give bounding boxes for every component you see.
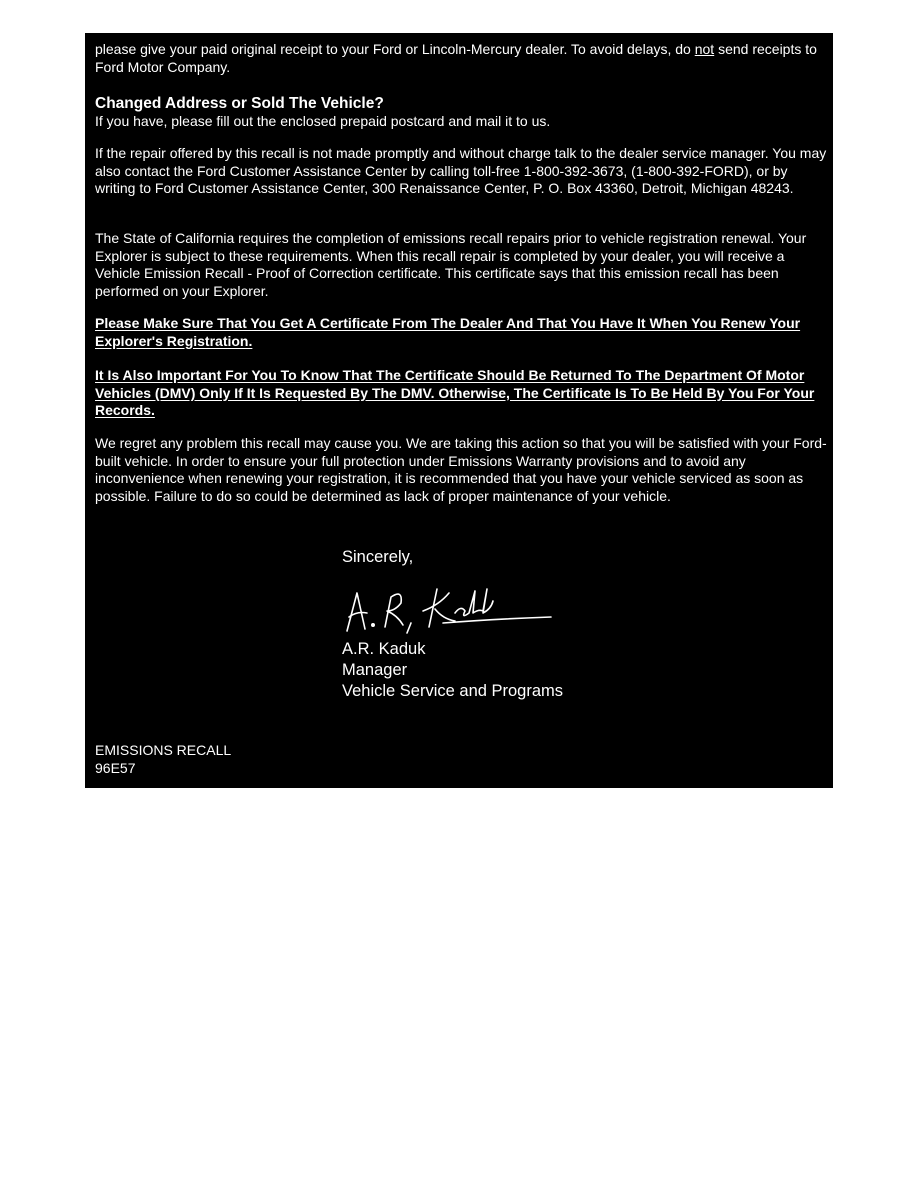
receipt-paragraph xyxy=(95,41,830,76)
signer-title: Manager xyxy=(342,661,408,679)
signer-name: A.R. Kaduk xyxy=(342,640,426,658)
closing: Sincerely, xyxy=(342,548,414,566)
recall-footer xyxy=(95,742,231,777)
dmv-notice: It Is Also Important For You To Know That The Certificate Should Be Returned To The Department Of Motor Vehicles (DMV) Only If It Is Requested By The DMV. Otherwise, The Certificate Is To Be Held By You For Your Records. xyxy=(95,367,815,418)
recall-code: 96E57 xyxy=(95,759,136,776)
contact-paragraph: If the repair offered by this recall is not made promptly and without charge talk to the dealer service manager. You may also contact the Ford Customer Assistance Center by calling toll-free 1-800-392-3673, (1-800-392-FORD), or by writing to Ford Customer Assistance Center, 300 Renaissance Center, P. O. Box 43360, Detroit, Michigan 48243. xyxy=(95,145,827,196)
california-paragraph: The State of California requires the completion of emissions recall repairs prior to vehicle registration renewal. Your Explorer is subject to these requirements. When this recall repair is completed by your dealer, you will receive a Vehicle Emission Recall - Proof of Correction certificate. This certificate says that this emission recall has been performed on your Explorer. xyxy=(95,230,807,299)
handwritten-signature xyxy=(343,579,553,637)
receipt-paragraph-part1: please give your paid original receipt to your Ford or Lincoln-Mercury dealer. To avoid delays, do xyxy=(95,41,695,57)
certificate-notice: Please Make Sure That You Get A Certificate From The Dealer And That You Have It When You Renew Your Explorer's Registration. xyxy=(95,315,801,349)
receipt-paragraph-not: not xyxy=(694,41,715,57)
address-heading: Changed Address or Sold The Vehicle? xyxy=(95,95,384,112)
signer-department: Vehicle Service and Programs xyxy=(342,682,564,700)
letter-panel xyxy=(85,33,833,788)
address-paragraph: If you have, please fill out the enclosed prepaid postcard and mail it to us. xyxy=(95,113,551,129)
regret-paragraph: We regret any problem this recall may cause you. We are taking this action so that you will be satisfied with your Ford-built vehicle. In order to ensure your full protection under Emissions Warranty provisions and to avoid any inconvenience when renewing your registration, it is recommended that you have your vehicle serviced as soon as possible. Failure to do so could be determined as lack of proper maintenance of your vehicle. xyxy=(95,435,827,504)
recall-label: EMISSIONS RECALL xyxy=(95,742,232,758)
receipt-paragraph-part2: send receipts to Ford Motor Company. xyxy=(95,41,817,75)
